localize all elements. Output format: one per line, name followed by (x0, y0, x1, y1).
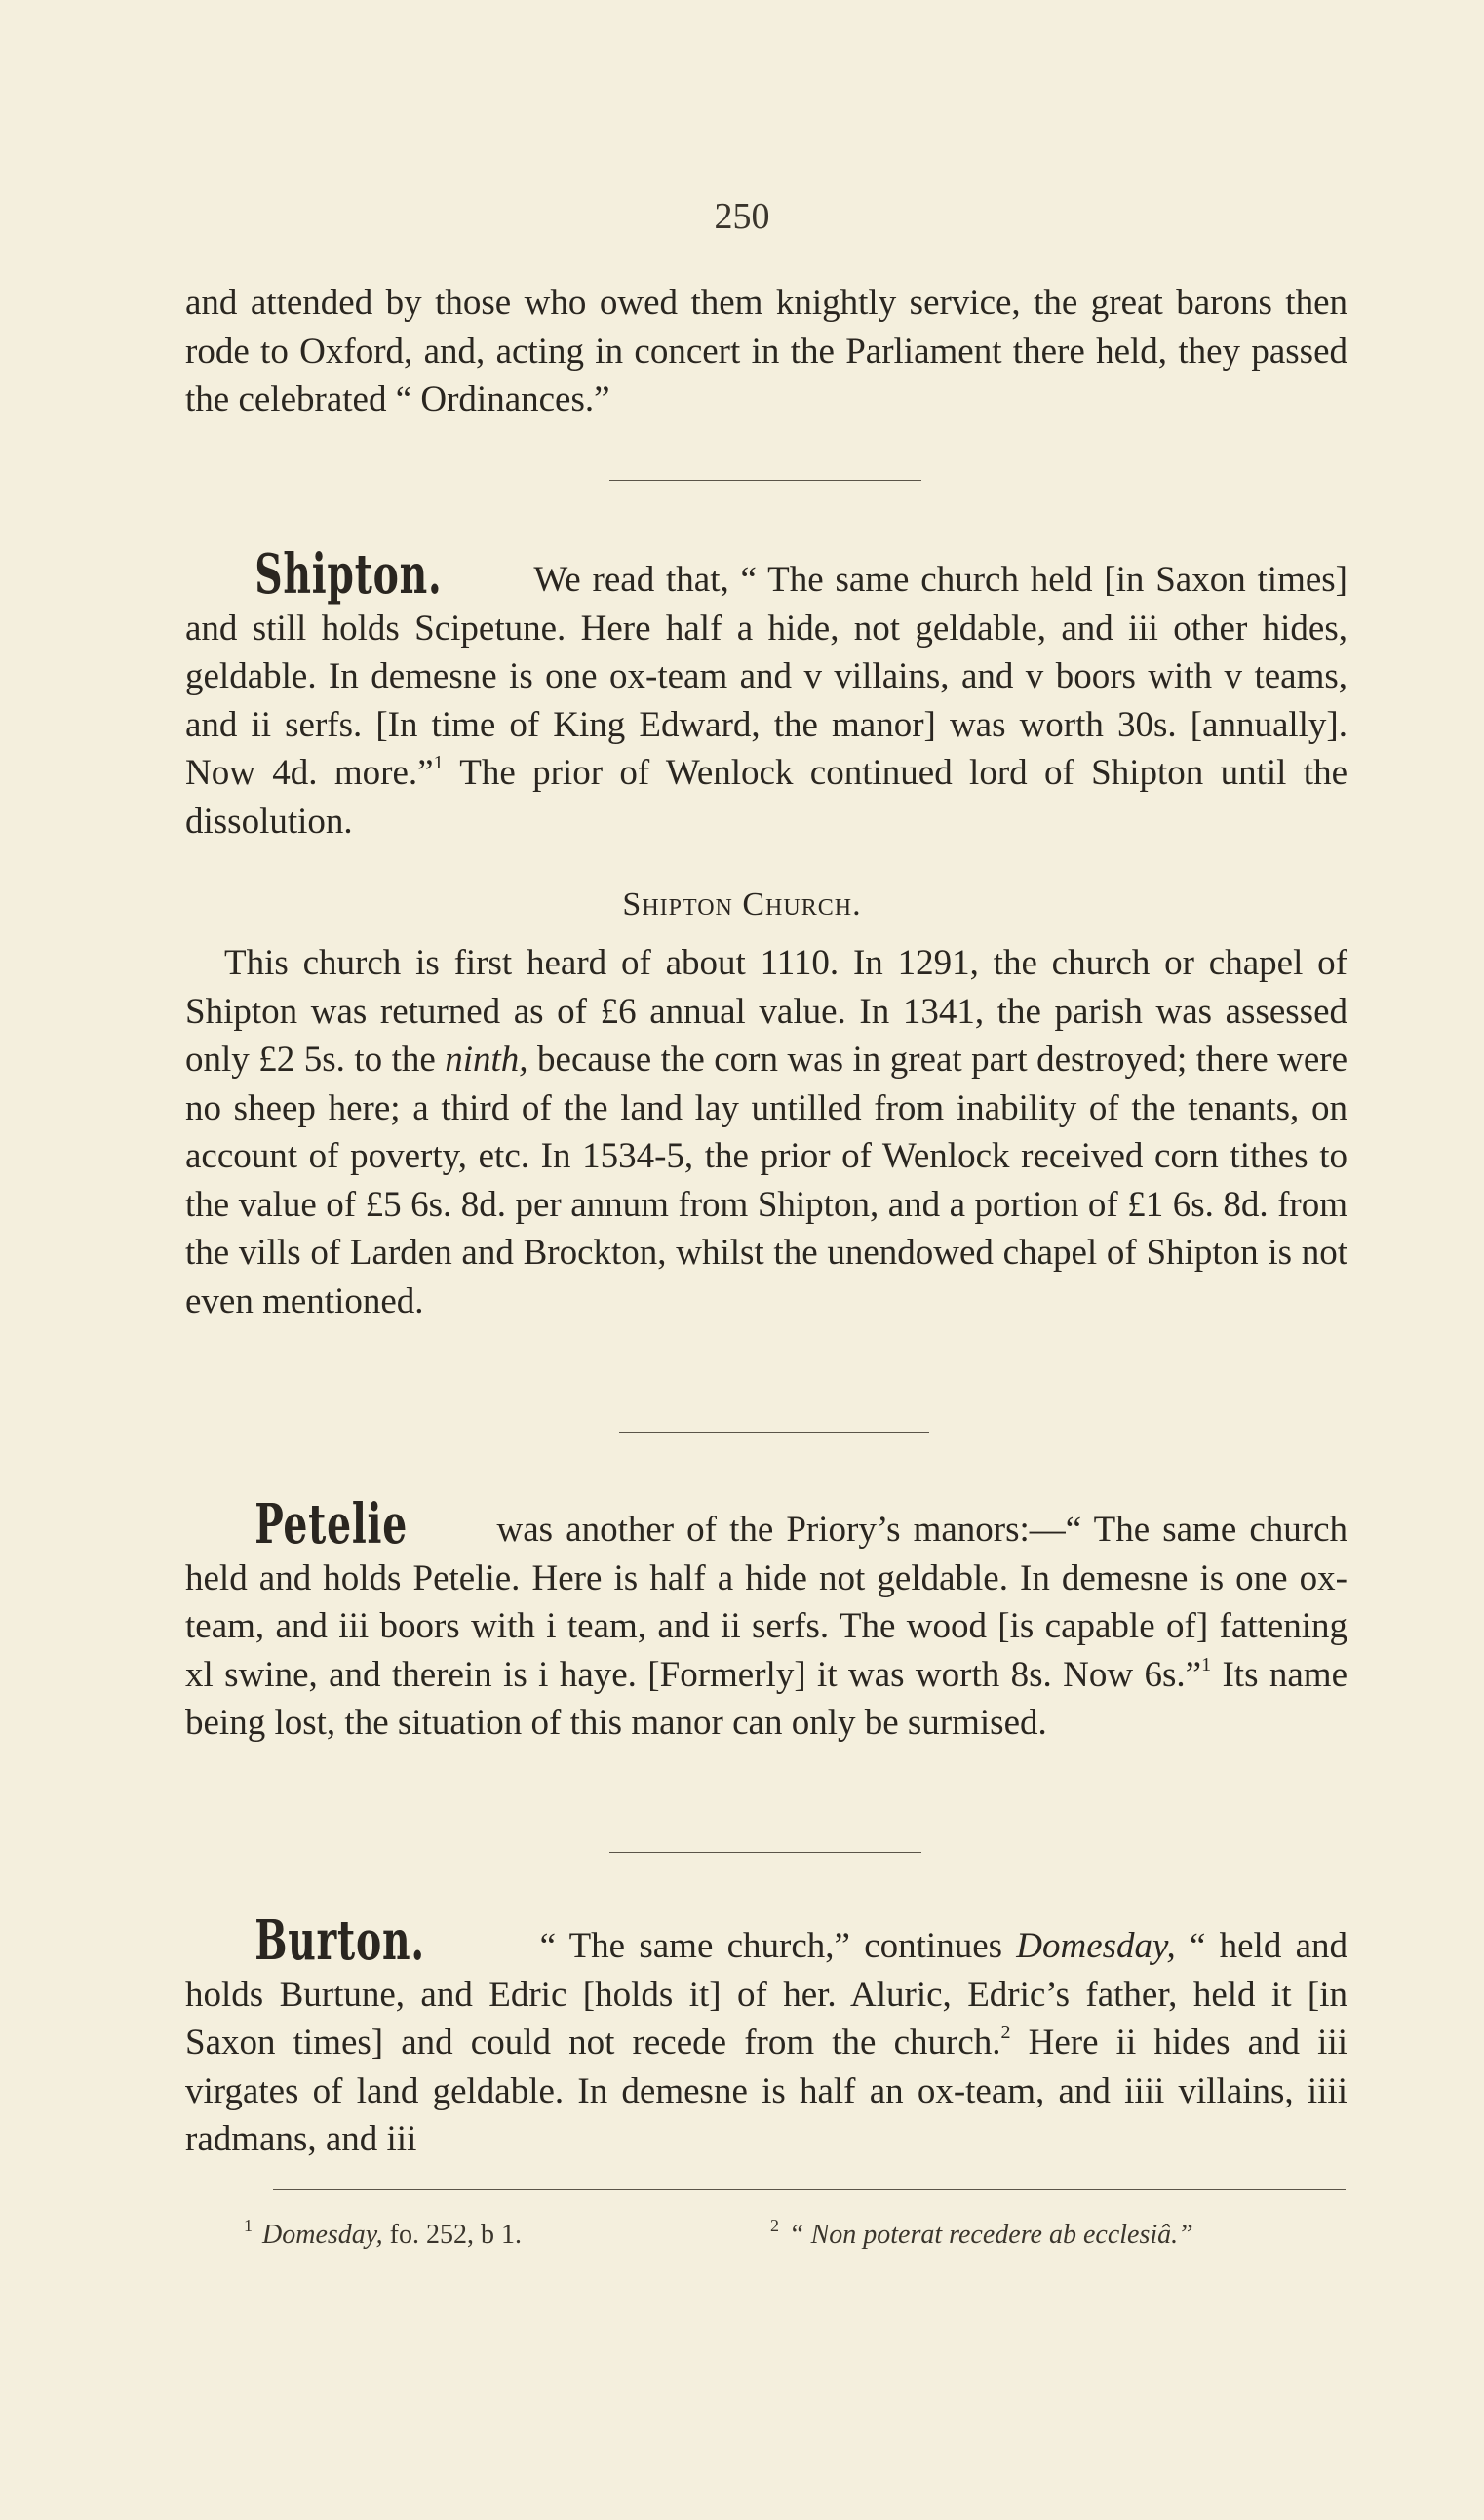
petelie-text-b: Its name being lost, the situation of this manor can only be surmised. (185, 1654, 1348, 1743)
petelie-paragraph (185, 1492, 1348, 1748)
page-number: 250 (714, 196, 770, 237)
domesday-italic: Domesday, (1016, 1926, 1176, 1966)
shipton-paragraph (185, 542, 1347, 846)
section-divider (609, 1852, 921, 1853)
footnote-1-text: fo. 252, b 1. (382, 2220, 522, 2250)
footnote-ref-1b: 1 (1201, 1653, 1212, 1675)
footnote-ref-2: 2 (1000, 2022, 1011, 2043)
footnote-ref-1: 1 (433, 752, 444, 773)
footnote-divider (273, 2189, 1346, 2190)
footnote-2-marker: 2 (770, 2216, 779, 2235)
shipton-church-text-a: This church is first heard of about 1110. In 1291, the church or chapel of Shipton was returned as of £6 annual value. In 1341, the parish was assessed only £2 5s. to the (185, 943, 1347, 1080)
shipton-text-b: The prior of Wenlock continued lord of Shipton until the dissolution. (185, 753, 1347, 842)
burton-text-c: Here ii hides and iii virgates of land geldable. In demesne is half an ox-team, and iiii villains, iiii radmans, and iii (185, 2023, 1347, 2159)
shipton-heading: Shipton. (254, 542, 443, 607)
petelie-heading: Petelie (254, 1492, 409, 1556)
footnote-1-italic: Domesday, (262, 2220, 383, 2250)
burton-heading: Burton. (254, 1909, 425, 1973)
petelie-text-a: was another of the Priory’s manors:—“ The same church held and holds Petelie. Here is half a hide not geldable. In demesne is one ox-team, and iii boors with i team, and ii serfs. The wood [is capable of] fattening xl swine, and therein is i haye. [Formerly] it was worth 8s. Now 6s.” (185, 1510, 1348, 1695)
intro-paragraph: and attended by those who owed them knightly service, the great barons then rode to Oxford, and, acting in concert in the Parliament there held, they passed the celebrated “ Ordinances.” (185, 283, 1347, 419)
footnote-1 (244, 2216, 522, 2251)
footnote-2 (770, 2216, 1193, 2251)
shipton-text-a: We read that, “ The same church held [in Saxon times] and still holds Scipetune. Here half a hide, not geldable, and iii other hides, geldable. In demesne is one ox-team and v villains, and v boors with v teams, and ii serfs. [In time of King Edward, the manor] was worth 30s. [annually]. Now 4d. more.” (185, 560, 1347, 793)
burton-text-b: “ held and holds Burtune, and Edric [holds it] of her. Aluric, Edric’s father, held it [in Saxon times] and could not recede from the church. (185, 1926, 1348, 2063)
shipton-church-paragraph (185, 939, 1347, 1325)
burton-text-a: “ The same church,” continues (526, 1926, 1017, 1966)
ninth-italic: ninth, (445, 1040, 528, 1080)
section-divider (609, 480, 921, 481)
shipton-church-heading: Shipton Church. (622, 886, 862, 923)
burton-paragraph (185, 1909, 1348, 2164)
section-divider (619, 1432, 929, 1433)
footnote-2-text: “ Non poterat recedere ab ecclesiâ.” (789, 2220, 1193, 2250)
shipton-church-text-b: because the corn was in great part destroyed; there were no sheep here; a third of the land lay untilled from inability of the tenants, on account of poverty, etc. In 1534-5, the prior of Wenlock received corn tithes to the value of £5 6s. 8d. per annum from Shipton, and a portion of £1 6s. 8d. from the vills of Larden and Brockton, whilst the unendowed chapel of Shipton is not even mentioned. (185, 1040, 1347, 1321)
footnote-1-marker: 1 (244, 2216, 253, 2235)
